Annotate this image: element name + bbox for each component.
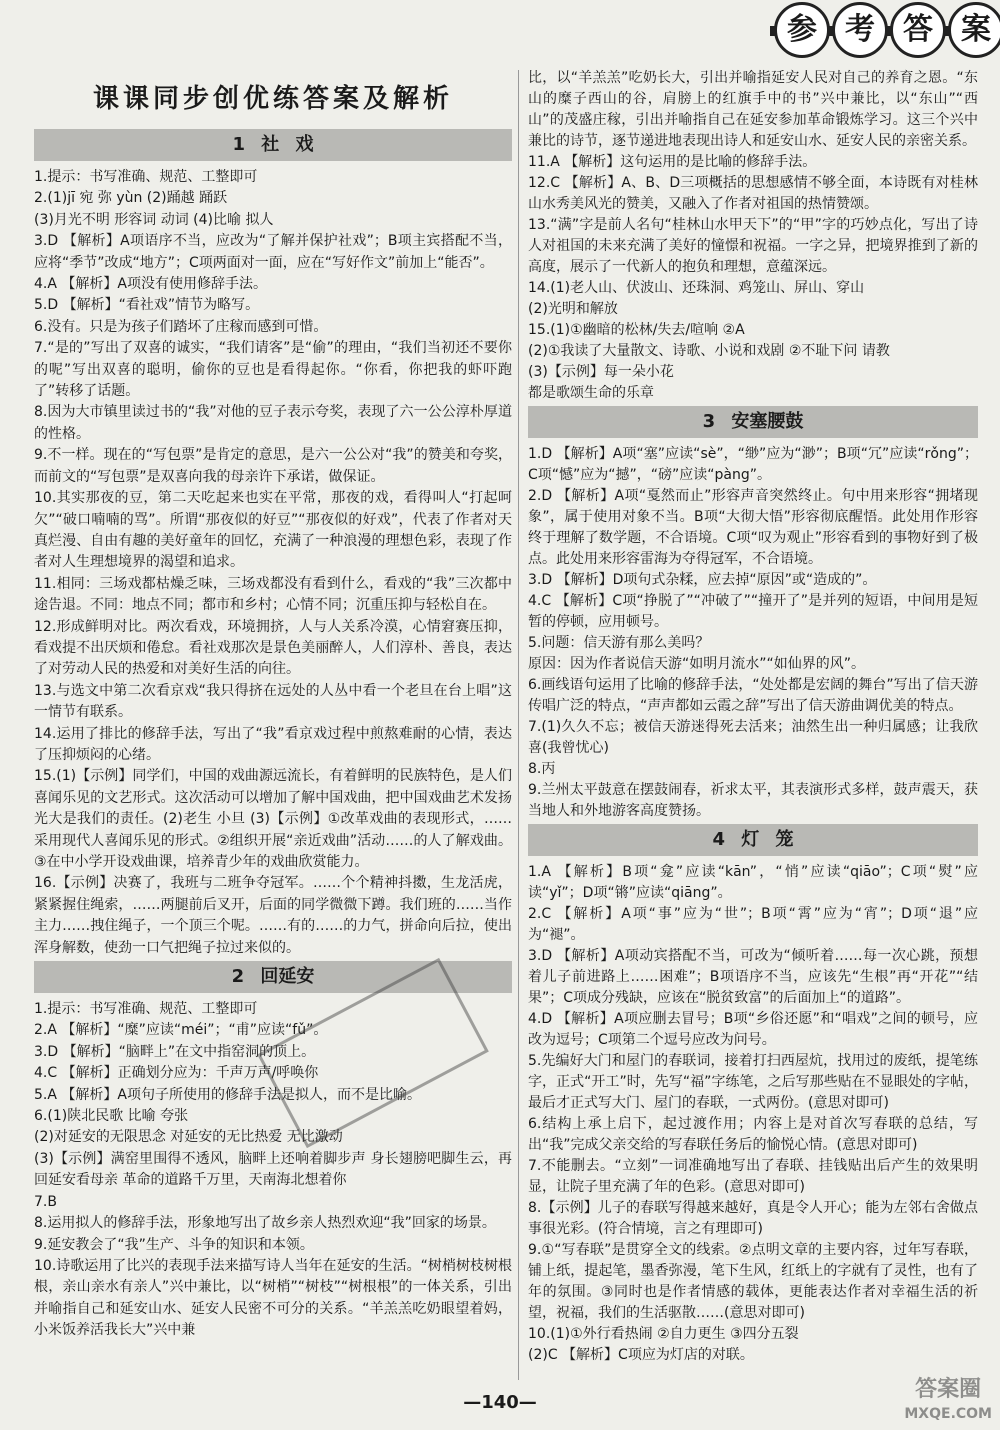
answer-item: 9.兰州太平鼓意在摆鼓闹春，祈求太平，其表演形式多样，鼓声震天，获当地人和外地游客高度赞扬。: [528, 782, 978, 819]
answer-item: 2.C 【解析】A项“事”应为“世”；B项“霄”应为“宵”；D项“退”应为“褪”。: [528, 906, 978, 943]
answer-item: 10.其实那夜的豆，第二天吃起来也实在平常，那夜的戏，看得叫人“打起呵欠”“破口喃喃的骂”。所谓“那夜似的好豆”“那夜似的好戏”，代表了作者对天真烂漫、自由有趣的美好童年的回忆，充满了一种浪漫的理想色彩，表现了作者对人生理想境界的渴望和追求。: [34, 490, 512, 571]
watermark-line: 答案圈: [915, 1377, 982, 1402]
banner-char: 案: [948, 2, 1000, 58]
page-number: —140—: [463, 1392, 537, 1413]
left-column: [34, 68, 512, 1342]
answer-item: 8.运用拟人的修辞手法，形象地写出了故乡亲人热烈欢迎“我”回家的场景。: [34, 1215, 496, 1232]
answer-item: 1.D 【解析】A项“塞”应读“sè”，“缈”应为“渺”；B项“冗”应读“rǒng”；C项“憾”应为“撼”，“磅”应读“pàng”。: [528, 446, 978, 483]
answer-item: 2.D 【解析】A项“戛然而止”形容声音突然终止。句中用来形容“拥堵现象”，属于使用对象不当。B项“大彻大悟”形容彻底醒悟。此处用作形容终于理解了数学题，不合语境。C项“叹为观止”形容看到的事物好到了极点。此处用来形容雷海为夺得冠军，不合语境。: [528, 488, 978, 567]
answer-item: 3.D 【解析】“脑畔上”在文中指窑洞的顶上。: [34, 1043, 316, 1060]
banner-char: 参: [774, 2, 830, 58]
answer-item: 8.因为大市镇里读过书的“我”对他的豆子表示夸奖，表现了六一公公淳朴厚道的性格。: [34, 404, 512, 442]
answer-item: 3.D 【解析】A项语序不当，应改为“了解并保护社戏”；B项主宾搭配不当，应将“季节”改成“地方”；C项两面对一面，应在“写好作文”前加上“能否”。: [34, 233, 512, 271]
answer-item: 14.运用了排比的修辞手法，写出了“我”看京戏过程中煎熬难耐的心情，表达了压抑烦闷的心绪。: [34, 725, 512, 763]
answer-item: 5.D 【解析】“看社戏”情节为略写。: [34, 297, 260, 314]
answer-item: 11.A 【解析】这句运用的是比喻的修辞手法。: [528, 154, 817, 170]
section-heading: 4 灯 笼: [528, 824, 978, 856]
answer-item: 7.B: [34, 1193, 57, 1210]
answer-item: 10.(1)①外行看热闹 ②自力更生 ③四分五裂 (2)C 【解析】C项应为灯店的对联。: [528, 1326, 799, 1363]
answer-item: 15.(1)①幽暗的松林/失去/喧响 ②A (2)①我读了大量散文、诗歌、小说和戏剧 ②不耻下问 请教 (3)【示例】每一朵小花 都是歌颂生命的乐章: [528, 322, 890, 401]
answer-item: 6.画线语句运用了比喻的修辞手法，“处处都是宏阔的舞台”写出了信天游传唱广泛的特点，“声声都如云霞之辞”写出了信天游曲调优美的特点。: [528, 677, 978, 714]
answer-item: 1.A 【解析】B项“龛”应读“kān”，“悄”应读“qiāo”；C项“熨”应读“yǐ”；D项“锵”应读“qiāng”。: [528, 864, 978, 901]
answer-item: 12.形成鲜明对比。两次看戏，环境拥挤，人与人关系冷漠，心情窘赛压抑，看戏提不出厌烦和倦怠。看社戏那次是景色美丽醉人，人们淳朴、善良，表达了对劳动人民的热爱和对美好生活的向往。: [34, 618, 512, 678]
answer-item: 6.(1)陕北民歌 比喻 夸张 (2)对延安的无限思念 对延安的无比热爱 无比激动 (3)【示例】满窑里围得不透风，脑畔上还响着脚步声 身长翅膀吧脚生云，再回延安看母亲 革命的道路千万里，天南海北想着你: [34, 1108, 512, 1189]
banner-char: 答: [890, 2, 946, 58]
answer-item: 4.C 【解析】C项“挣脱了”“冲破了”“撞开了”是并列的短语，中间用是短暂的停顿，应用顿号。: [528, 593, 978, 630]
answer-item: 2.(1)jī 宛 弥 yùn (2)踊越 踊跃 (3)月光不明 形容词 动词 (4)比喻 拟人: [34, 190, 274, 228]
answer-item: 5.问题：信天游有那么美吗？ 原因：因为作者说信天游“如明月流水”“如仙界的风”。: [528, 635, 866, 672]
answer-item: 9.不一样。现在的“写包票”是肯定的意思，是六一公公对“我”的赞美和夸奖，而前文的“写包票”是双喜向我的母亲许下承诺，做保证。: [34, 447, 512, 485]
answer-item: 7.不能删去。“立刻”一词准确地写出了春联、挂钱贴出后产生的效果明显，让院子里充满了年的色彩。(意思对即可): [528, 1158, 978, 1195]
answer-item: 6.没有。只是为孩子们踏坏了庄稼而感到可惜。: [34, 318, 328, 335]
answer-item: 10.诗歌运用了比兴的表现手法来描写诗人当年在延安的生活。“树梢树枝树根根，亲山亲水有亲人”兴中兼比，以“树梢”“树枝”“树根根”的一体关系，引出并喻指自己和延安山水、延安人民密不可分的关系。“羊羔羔吃奶眼望着妈，小米饭养活我长大”兴中兼: [34, 1257, 512, 1339]
answer-item: 6.结构上承上启下，起过渡作用；内容上是对首次写春联的总结，写出“我”完成父亲交给的写春联任务后的愉悦心情。(意思对即可): [528, 1116, 978, 1153]
answer-item: 1.提示：书写准确、规范、工整即可: [34, 1001, 258, 1018]
answer-item: 4.A 【解析】A项没有使用修辞手法。: [34, 276, 267, 293]
watermark-logo: [904, 1378, 992, 1426]
answer-item: 7.(1)久久不忘；被信天游迷得死去活来；油然生出一种归属感；让我欣喜(我曾忧心): [528, 719, 978, 756]
answer-item: 5.A 【解析】A项句子所使用的修辞手法是拟人，而不是比喻。: [34, 1086, 421, 1103]
answer-item: 5.先编好大门和屋门的春联词，接着打扫西屋炕，找用过的废纸，提笔练字，正式“开工”时，先写“福”字练笔，之后写那些贴在不显眼处的字帖，最后才正式写大门、屋门的春联，一式两份。(意思对即可): [528, 1053, 978, 1111]
answer-item: 4.C 【解析】正确划分应为：千声万声/呼唤你: [34, 1065, 319, 1082]
answer-item: 4.D 【解析】A项应删去冒号；B项“乡俗还愿”和“唱戏”之间的顿号，应改为逗号；C项第二个逗号应改为问号。: [528, 1011, 978, 1048]
answer-item: 8.【示例】儿子的春联写得越来越好，真是令人开心；能为左邻右舍做点事很光彩。(符合情境，言之有理即可): [528, 1200, 978, 1237]
answer-item: 11.相同：三场戏都枯燥乏味，三场戏都没有看到什么，看戏的“我”三次都中途告退。不同：地点不同；都市和乡村；心情不同；沉重压抑与轻松自在。: [34, 575, 512, 614]
answer-item: 9.延安教会了“我”生产、斗争的知识和本领。: [34, 1236, 314, 1253]
answer-item: 比，以“羊羔羔”吃奶长大，引出并喻指延安人民对自己的养育之恩。“东山的糜子西山的谷，肩膀上的红旗手中的书”兴中兼比，以“东山”“西山”的茂盛庄稼，引出并喻指自己在延安参加革命锻炼学习。这三个兴中兼比的诗节，逐节递进地表现出诗人和延安山水、延安人民的亲密关系。: [528, 70, 978, 149]
answer-item: 13.与选文中第二次看京戏“我只得挤在远处的人丛中看一个老旦在台上唱”这一情节有联系。: [34, 682, 512, 721]
answer-item: 15.(1)【示例】同学们，中国的戏曲源远流长，有着鲜明的民族特色，是人们喜闻乐见的文艺形式。这次活动可以增加了解中国戏曲，把中国戏曲艺术发扬光大是我们的责任。(2)老生 小旦 (3)【示例】①改革戏曲的表现形式，……采用现代人喜闻乐见的形式。②组织开展“亲近戏曲”活动……的人了解戏曲。③在中小学开设戏曲课，培养青少年的戏曲欣赏能力。: [34, 768, 512, 870]
answer-item: 1.提示：书写准确、规范、工整即可: [34, 169, 258, 185]
watermark-line: MXQE.COM: [904, 1406, 992, 1422]
right-column: [528, 68, 978, 1366]
answer-item: 13.“满”字是前人名句“桂林山水甲天下”的“甲”字的巧妙点化，写出了诗人对祖国的未来充满了美好的憧憬和祝福。一字之异，把境界推到了新的高度，展示了一代新人的抱负和理想，意蕴深远。: [528, 217, 978, 275]
answer-item: 9.①“写春联”是贯穿全文的线索。②点明文章的主要内容，过年写春联，铺上纸，提起笔，墨香弥漫，笔下生风，红纸上的字就有了灵性，也有了年的氛围。③同时也是作者情感的载体，更能表达作者对幸福生活的祈望，祝福，我们的生活驱散……(意思对即可): [528, 1242, 978, 1321]
answer-item: 3.D 【解析】D项句式杂糅，应去掉“原因”或“造成的”。: [528, 572, 877, 588]
section-heading: 3 安塞腰鼓: [528, 406, 978, 438]
answer-item: 14.(1)老人山、伏波山、还珠洞、鸡笼山、屏山、穿山 (2)光明和解放: [528, 280, 865, 317]
section-heading: 2 回延安: [34, 961, 512, 993]
answer-item: 12.C 【解析】A、B、D三项概括的思想感情不够全面，本诗既有对桂林山水秀美风光的赞美，又融入了作者对祖国的热情赞颂。: [528, 175, 978, 212]
banner-char: 考: [832, 2, 888, 58]
answer-item: 2.A 【解析】“糜”应读“méi”；“甫”应读“fǔ”。: [34, 1022, 328, 1039]
answer-item: 3.D 【解析】A项动宾搭配不当，可改为“倾听着……每一次心跳，预想着儿子前进路上……困难”；B项语序不当，应该先“生根”再“开花”“结果”；C项成分残缺，应该在“脱贫致富”的后面加上“的道路”。: [528, 948, 978, 1006]
answer-key-corner-banner: [770, 0, 1000, 62]
answer-item: 8.丙: [528, 761, 556, 777]
answer-item: 7.“是的”写出了双喜的诚实，“我们请客”是“偷”的理由，“我们当初还不要你的呢”写出双喜的聪明，偷你的豆也是看得起你。“你看，你把我的虾吓跑了”转移了话题。: [34, 340, 512, 400]
column-divider: [518, 70, 519, 1380]
answer-item: 16.【示例】决赛了，我班与二班争夺冠军。……个个精神抖擞，生龙活虎，紧紧握住绳索，……两腿前后叉开，后面的同学微微下蹲。我们班的……当作主力……拽住绳子，一个顶三个呢。……有的……的力气，拼命向后拉，使出浑身解数，使劲一口气把绳子拉过来似的。: [34, 875, 512, 956]
page-title: 课课同步创优练答案及解析: [92, 84, 453, 114]
section-heading: 1 社 戏: [34, 129, 512, 161]
